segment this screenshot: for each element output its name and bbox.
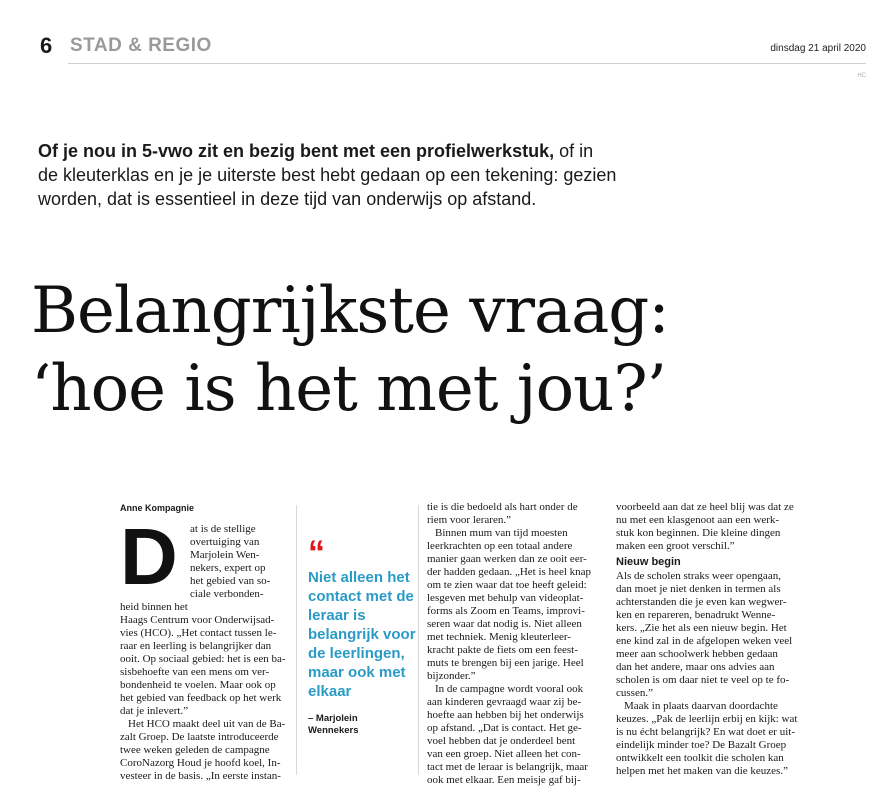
column-4-text-a	[616, 501, 816, 553]
text-line: achterstanden die je even kan wegwer-	[616, 596, 787, 608]
text-line: Haags Centrum voor Onderwijsad-	[120, 614, 275, 626]
text-line: sisbehoefte van een mens om ver-	[120, 666, 270, 678]
text-line: ene kind zal in de afgelopen weken veel	[616, 635, 793, 647]
text-line: nekers, expert op	[190, 562, 266, 574]
pull-quote	[308, 534, 416, 737]
text-line: is nu écht belangrijk? En wat doet er uit-	[616, 726, 795, 738]
text-line: dan het andere, maar ons advies aan	[616, 661, 775, 673]
page-header	[30, 33, 866, 79]
text-line: meer aan schoolwerk hebben gedaan	[616, 648, 778, 660]
text-line: het gebied van so-	[190, 575, 271, 587]
article-column-4	[616, 501, 816, 778]
text-line: riem voor leraren.”	[427, 514, 511, 526]
text-line: overtuiging van	[190, 536, 260, 548]
text-line: Maak in plaats daarvan doordachte	[624, 700, 778, 712]
text-line: leerkrachten op een totaal andere	[427, 540, 573, 552]
article-column-1	[120, 496, 286, 783]
headline	[31, 272, 876, 428]
intro-line-1	[38, 139, 688, 163]
text-line: eindelijk minder toe? De Bazalt Groep	[616, 739, 787, 751]
column-3-text	[427, 501, 599, 787]
subhead: Nieuw begin	[616, 556, 681, 568]
corner-mark: HC	[857, 73, 866, 79]
text-line: kers. „Zie het als een nieuw begin. Het	[616, 622, 787, 634]
drop-cap: D	[120, 512, 178, 601]
text-line: cussen.”	[616, 687, 653, 699]
text-line: met techniek. Menig kleuterleer-	[427, 631, 571, 643]
text-line: zalt Groep. De laatste introduceerde	[120, 731, 279, 743]
text-line: het gebied van feedback op het werk	[120, 692, 282, 704]
text-line: seren waar dat nodig is. Niet alleen	[427, 618, 582, 630]
text-line: manier gaan werken dan ze ooit eer-	[427, 553, 587, 565]
text-line: Het HCO maakt deel uit van de Ba-	[128, 718, 286, 730]
text-line: voel hebben dat je onderdeel bent	[427, 735, 576, 747]
intro-line-1-rest: of in	[554, 141, 594, 161]
text-line: ook met elkaar. Een meisje gaf bij-	[427, 774, 581, 786]
text-line: voorbeeld aan dat ze heel blij was dat ze	[616, 501, 794, 513]
quote-author-line-1: – Marjolein	[308, 713, 358, 724]
text-line: lesgeven met behulp van videoplat-	[427, 592, 584, 604]
text-line: der hadden gedaan. „Het is heel knap	[427, 566, 592, 578]
text-line: tie is die bedoeld als hart onder de	[427, 501, 578, 513]
header-rule	[68, 63, 866, 64]
text-line: ontwikkelt een toolkit die scholen kan	[616, 752, 784, 764]
text-line: kracht pakte de fiets om een feest-	[427, 644, 578, 656]
text-line: at is de stellige	[190, 523, 256, 535]
text-line: Binnen mum van tijd moesten	[435, 527, 568, 539]
intro-text	[38, 139, 688, 211]
text-line: tact met de leraar is belangrijk, maar	[427, 761, 588, 773]
text-line: op afstand. „Dat is contact. Het ge-	[427, 722, 582, 734]
quote-text: Niet alleen het contact met de leraar is belangrijk voor de leerlingen, maar ook met elkaar	[308, 569, 416, 700]
text-line: maken een groot verschil.”	[616, 540, 735, 552]
text-line: vies (HCO). „Het contact tussen le-	[120, 627, 277, 639]
text-line: ooit. Op sociaal gebied: het is een ba-	[120, 653, 286, 665]
text-line: heid binnen het	[120, 601, 188, 613]
text-line: raar en leerling is belangrijker dan	[120, 640, 272, 652]
column-4-text-b	[616, 570, 816, 778]
text-line: bondenheid te voelen. Maar ook op	[120, 679, 276, 691]
intro-line-2: de kleuterklas en je je uiterste best hebt gedaan op een tekening: gezien	[38, 165, 617, 185]
text-line: twee weken geleden de campagne	[120, 744, 270, 756]
headline-line-1: Belangrijkste vraag:	[31, 274, 669, 348]
text-line: In de campagne wordt vooral ook	[435, 683, 584, 695]
text-line: ciale verbonden-	[190, 588, 264, 600]
text-line: scholen is om daar niet te veel op te fo-	[616, 674, 790, 686]
text-line: stuk kon beginnen. Die kleine dingen	[616, 527, 781, 539]
text-line: aan kinderen gevraagd waar zij be-	[427, 696, 582, 708]
text-line: dat je inlevert.”	[120, 705, 189, 717]
text-line: keuzes. „Pak de leerlijn erbij en kijk: wat	[616, 713, 798, 725]
text-line: helpen met het maken van die keuzes.”	[616, 765, 788, 777]
intro-line-3: worden, dat is essentieel in deze tijd van onderwijs op afstand.	[38, 189, 537, 209]
text-line: Als de scholen straks weer opengaan,	[616, 570, 781, 582]
quote-author-line-2: Wennekers	[308, 725, 359, 736]
page-number: 6	[40, 33, 53, 58]
intro-bold: Of je nou in 5-vwo zit en bezig bent met een profielwerkstuk,	[38, 141, 555, 161]
text-line: bijzonder.”	[427, 670, 476, 682]
column-divider	[418, 505, 419, 775]
quote-mark-icon: “	[308, 534, 325, 572]
text-line: ken en repareren, benadrukt Wenne-	[616, 609, 776, 621]
text-line: hoefte aan hebben bij het onderwijs	[427, 709, 584, 721]
column-divider	[296, 505, 297, 775]
text-line: nu met een klasgenoot aan een werk-	[616, 514, 780, 526]
text-line: vesteer in de basis. „In eerste instan-	[120, 770, 281, 782]
page-date: dinsdag 21 april 2020	[770, 43, 866, 54]
text-line: van een groep. Niet alleen het con-	[427, 748, 581, 760]
text-line: dan moet je niet denken in termen als	[616, 583, 781, 595]
headline-line-2: ‘hoe is het met jou?’	[31, 352, 666, 426]
text-line: om te zien waar dat toe heeft geleid:	[427, 579, 587, 591]
text-line: Marjolein Wen-	[190, 549, 260, 561]
article-column-3	[427, 501, 599, 787]
quote-author	[308, 713, 416, 737]
text-line: forms als Zoom en Teams, improvi-	[427, 605, 585, 617]
section-name: STAD & REGIO	[70, 35, 212, 56]
text-line: CoroNazorg Houd je hoofd koel, In-	[120, 757, 281, 769]
byline: Anne Kompagnie	[120, 503, 195, 513]
text-line: muts te brengen bij een jarige. Heel	[427, 657, 584, 669]
